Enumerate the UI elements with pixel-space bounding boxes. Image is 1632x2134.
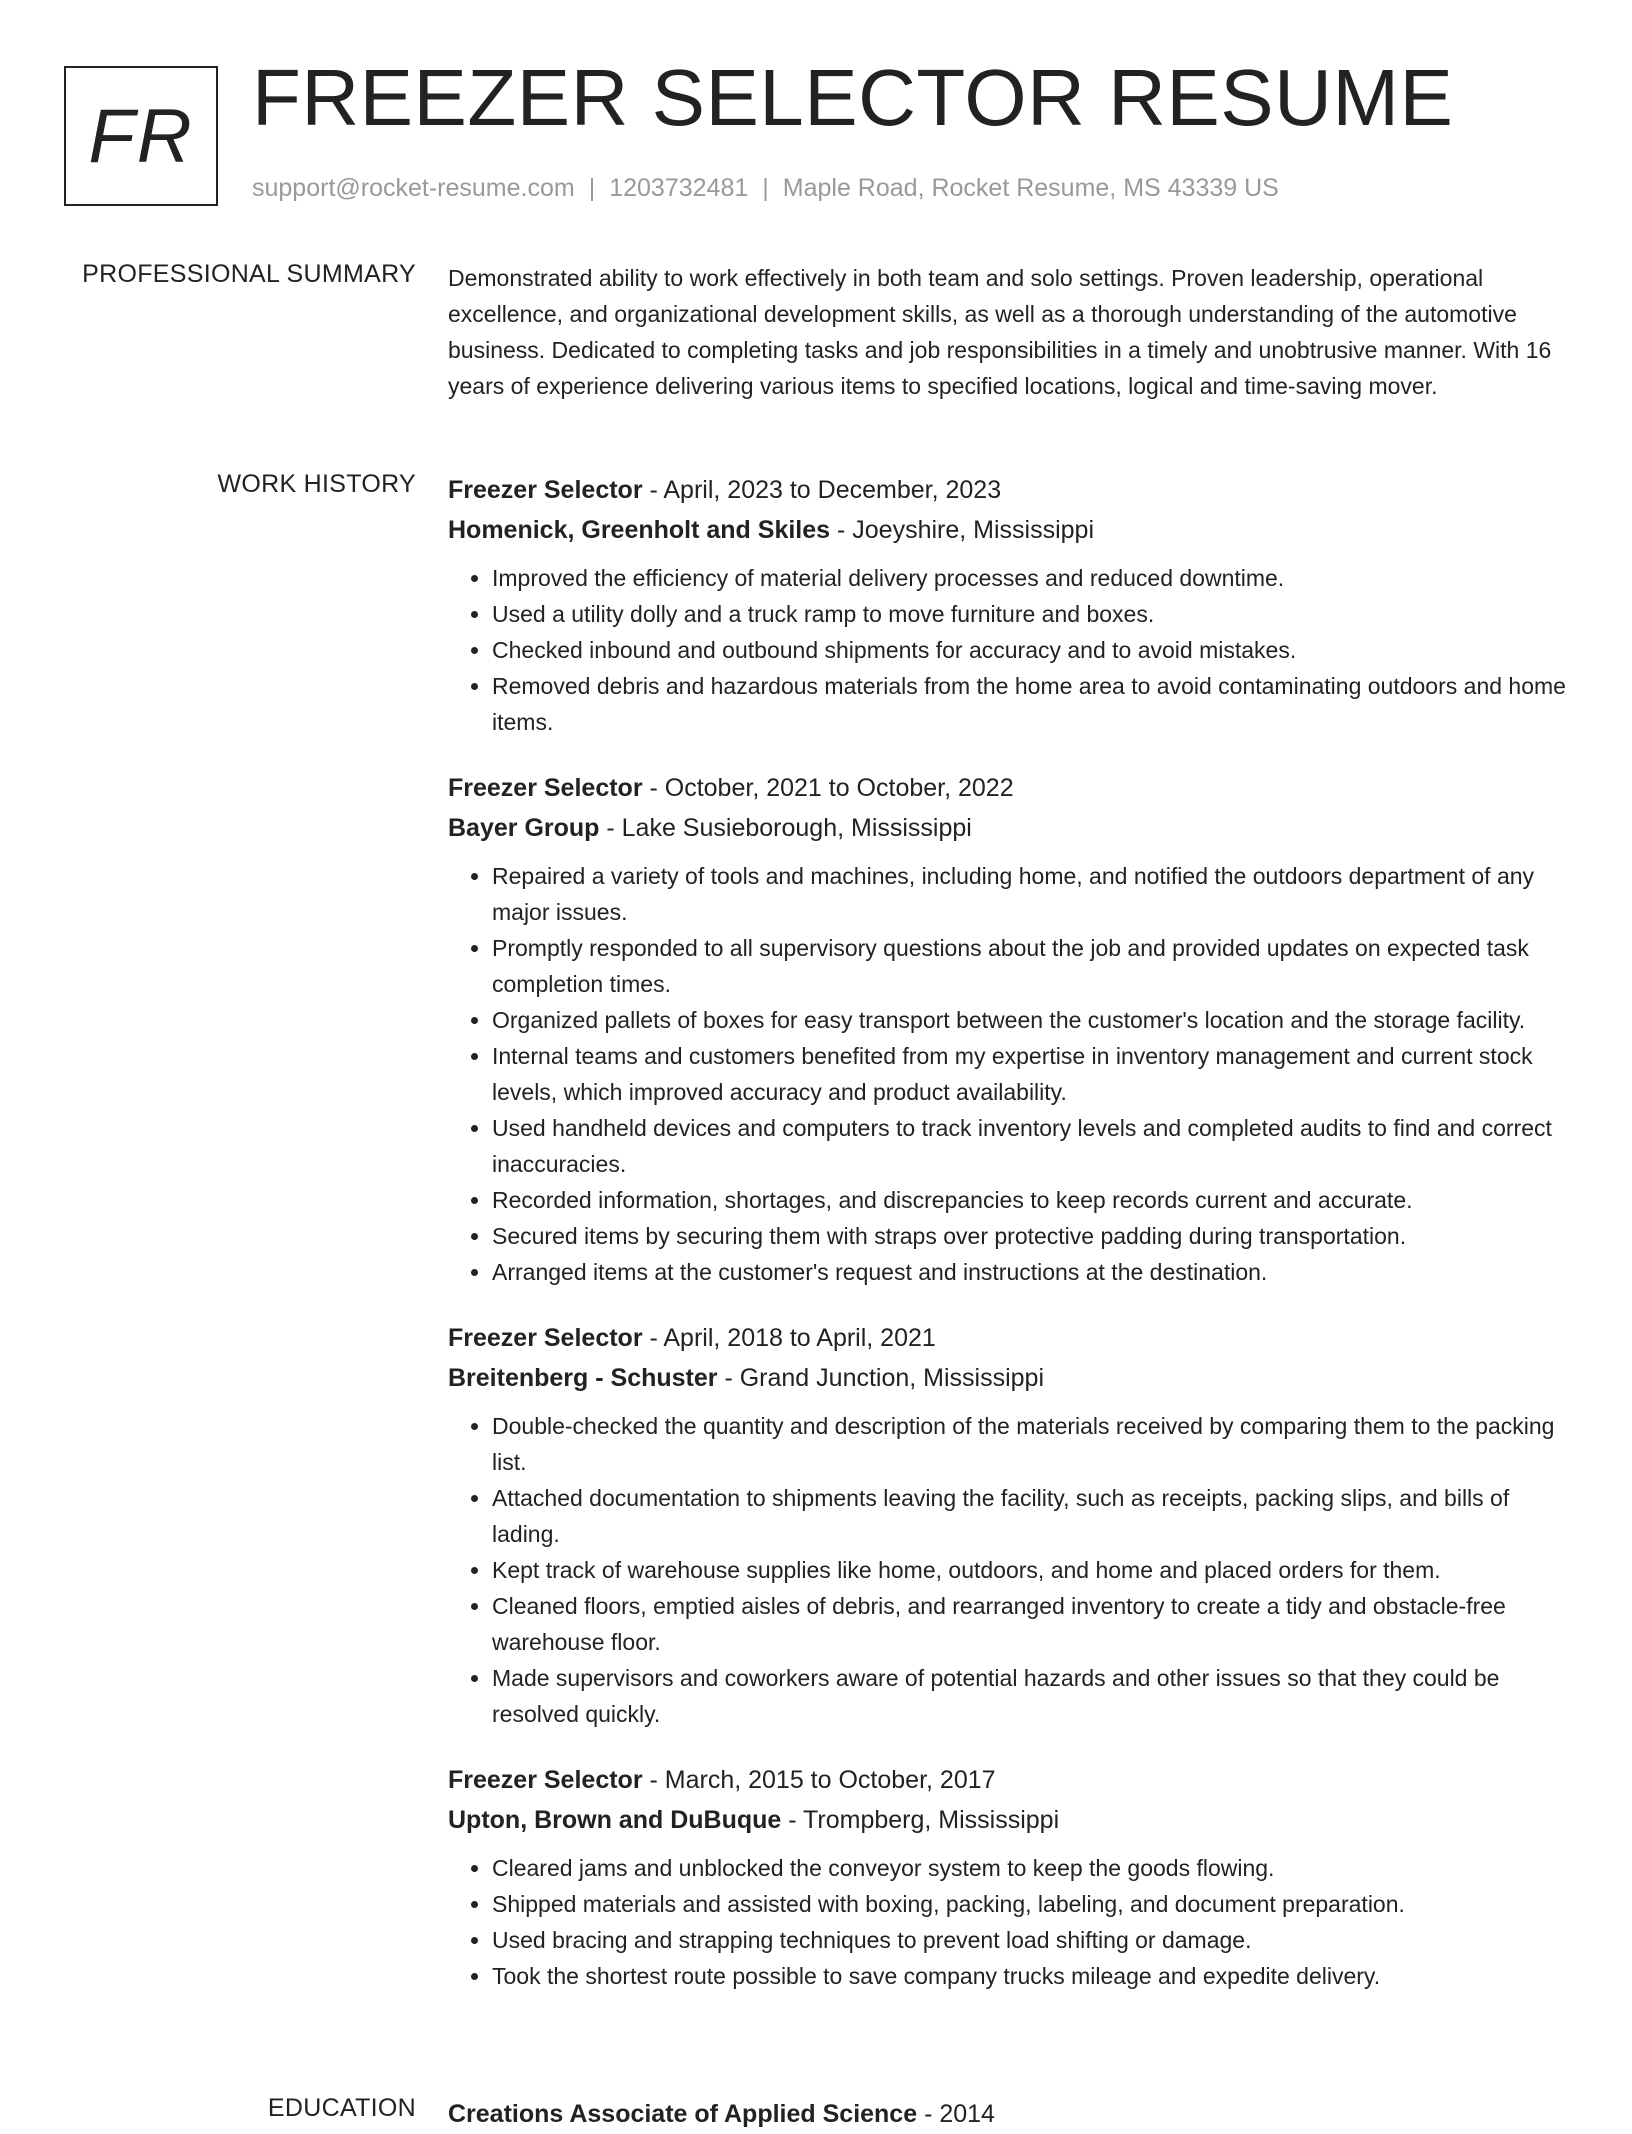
job-company: Bayer Group (448, 814, 600, 842)
job-bullet: • Checked inbound and outbound shipments for accuracy and to avoid mistakes. (492, 632, 1566, 668)
job-company: Upton, Brown and DuBuque (448, 1806, 782, 1834)
work-history-heading: WORK HISTORY (217, 470, 416, 498)
job-bullet: • Promptly responded to all supervisory questions about the job and provided updates on expected task completion times. (492, 930, 1566, 1002)
job-title: Freezer Selector (448, 1324, 643, 1352)
education-heading: EDUCATION (267, 2094, 416, 2122)
job-bullet: • Made supervisors and coworkers aware of potential hazards and other issues so that they could be resolved quickly. (492, 1660, 1566, 1732)
contact-address: Maple Road, Rocket Resume, MS 43339 US (782, 174, 1279, 202)
job-dates: - March, 2015 to October, 2017 (642, 1766, 996, 1794)
education-year: - 2014 (917, 2100, 995, 2128)
job-bullet: • Attached documentation to shipments leaving the facility, such as receipts, packing slips, and bills of lading. (492, 1480, 1566, 1552)
job-entry (448, 768, 1566, 1290)
job-title-line (448, 768, 1566, 808)
job-location: - Grand Junction, Mississippi (717, 1364, 1045, 1392)
job-location: - Joeyshire, Mississippi (830, 516, 1095, 544)
summary-heading: PROFESSIONAL SUMMARY (82, 260, 416, 288)
job-bullet: • Kept track of warehouse supplies like home, outdoors, and home and placed orders for them. (492, 1552, 1566, 1588)
job-bullet: • Used a utility dolly and a truck ramp to move furniture and boxes. (492, 596, 1566, 632)
contact-email: support@rocket-resume.com (252, 174, 575, 202)
job-bullet: • Took the shortest route possible to save company trucks mileage and expedite delivery. (492, 1958, 1566, 1994)
job-dates: - April, 2018 to April, 2021 (642, 1324, 936, 1352)
contact-separator: | (762, 174, 769, 202)
education-body (448, 2094, 1566, 2134)
education-degree: Creations Associate of Applied Science (448, 2100, 918, 2128)
job-bullet: • Cleared jams and unblocked the conveyor system to keep the goods flowing. (492, 1850, 1566, 1886)
job-bullet: • Removed debris and hazardous materials from the home area to avoid contaminating outdoors and home items. (492, 668, 1566, 740)
job-title: Freezer Selector (448, 774, 643, 802)
job-company-line (448, 510, 1566, 550)
job-bullet: • Shipped materials and assisted with boxing, packing, labeling, and document preparation. (492, 1886, 1566, 1922)
summary-body (448, 260, 1566, 404)
job-bullet: • Cleaned floors, emptied aisles of debris, and rearranged inventory to create a tidy and obstacle-free warehouse floor. (492, 1588, 1566, 1660)
job-bullets (448, 560, 1566, 740)
job-bullets (448, 1408, 1566, 1732)
monogram-initials: FR (88, 93, 194, 179)
job-entry (448, 1760, 1566, 1994)
job-title-line (448, 470, 1566, 510)
job-bullet: • Secured items by securing them with straps over protective padding during transportation. (492, 1218, 1566, 1254)
summary-text: Demonstrated ability to work effectively in both team and solo settings. Proven leadership, operational excellence, and organizational development skills, as well as a thorough understanding of the automotive business. Dedicated to completing tasks and job responsibilities in a timely and unobtrusive manner. With 16 years of experience delivering various items to specified locations, logical and time-saving mover. (448, 265, 1552, 399)
job-company-line (448, 808, 1566, 848)
job-title-line (448, 1318, 1566, 1358)
job-bullet: • Double-checked the quantity and description of the materials received by comparing them to the packing list. (492, 1408, 1566, 1480)
job-dates: - April, 2023 to December, 2023 (642, 476, 1002, 504)
job-bullet: • Arranged items at the customer's request and instructions at the destination. (492, 1254, 1566, 1290)
job-location: - Lake Susieborough, Mississippi (599, 814, 972, 842)
job-company-line (448, 1358, 1566, 1398)
job-location: - Trompberg, Mississippi (781, 1806, 1060, 1834)
work-history-body (448, 470, 1566, 2022)
job-bullet: • Used handheld devices and computers to track inventory levels and completed audits to find and correct inaccuracies. (492, 1110, 1566, 1182)
job-entry (448, 470, 1566, 740)
job-bullet: • Internal teams and customers benefited from my expertise in inventory management and current stock levels, which improved accuracy and product availability. (492, 1038, 1566, 1110)
job-title: Freezer Selector (448, 1766, 643, 1794)
job-bullet: • Improved the efficiency of material delivery processes and reduced downtime. (492, 560, 1566, 596)
job-entry (448, 1318, 1566, 1732)
monogram-box (64, 66, 218, 206)
contact-separator: | (588, 174, 596, 202)
job-bullets (448, 1850, 1566, 1994)
education-entry (448, 2094, 1566, 2134)
job-bullet: • Organized pallets of boxes for easy transport between the customer's location and the storage facility. (492, 1002, 1566, 1038)
contact-phone: 1203732481 (609, 174, 749, 202)
job-bullets (448, 858, 1566, 1290)
job-company: Homenick, Greenholt and Skiles (448, 516, 831, 544)
job-title: Freezer Selector (448, 476, 643, 504)
job-title-line (448, 1760, 1566, 1800)
resume-title: FREEZER SELECTOR RESUME (252, 53, 1454, 142)
job-dates: - October, 2021 to October, 2022 (642, 774, 1014, 802)
contact-line (252, 174, 1279, 203)
job-bullet: • Recorded information, shortages, and discrepancies to keep records current and accurate. (492, 1182, 1566, 1218)
job-company: Breitenberg - Schuster (448, 1364, 718, 1392)
job-company-line (448, 1800, 1566, 1840)
job-bullet: • Repaired a variety of tools and machines, including home, and notified the outdoors department of any major issues. (492, 858, 1566, 930)
job-bullet: • Used bracing and strapping techniques to prevent load shifting or damage. (492, 1922, 1566, 1958)
